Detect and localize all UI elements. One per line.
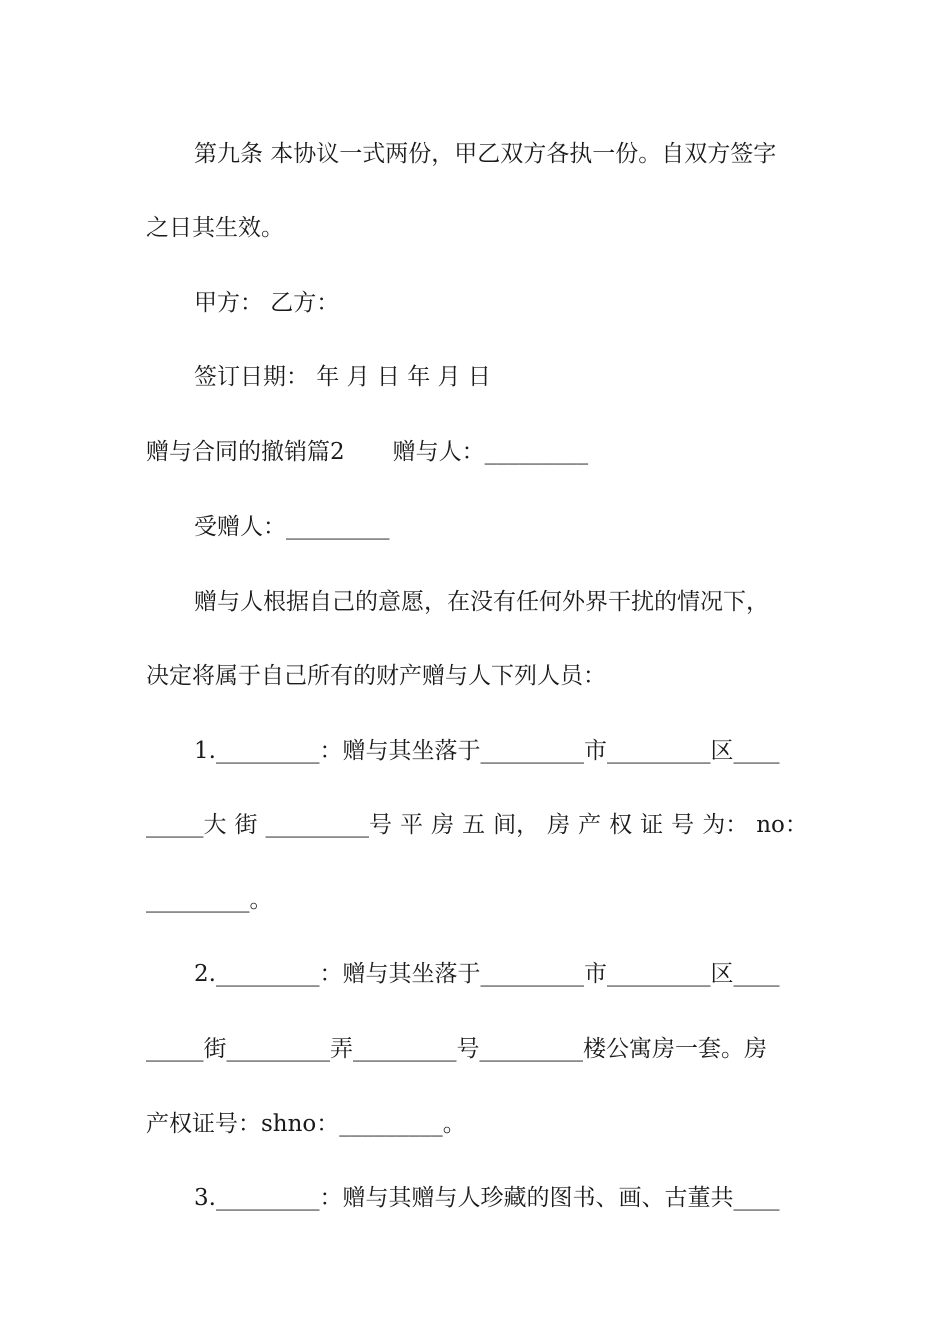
word: 权 — [609, 812, 633, 838]
donee-field: 受赠人：_________ — [194, 514, 390, 540]
item-2-line-3: 产权证号：shno：_________。 — [146, 1111, 466, 1137]
donor-field: 赠与人：_________ — [392, 439, 589, 465]
intent-line-1: 赠与人根据自己的意愿，在没有任何外界干扰的情况下， — [194, 589, 769, 615]
word: 平 — [400, 812, 424, 838]
section-2-heading-line — [146, 437, 808, 467]
item-3-line-1: 3._________：赠与其赠与人珍藏的图书、画、古董共____ — [194, 1185, 780, 1211]
word: 街 — [234, 812, 258, 838]
item-1-line-2 — [146, 810, 808, 840]
word: 间， — [493, 812, 540, 838]
item-2-line-1: 2._________：赠与其坐落于_________市_________区____ — [194, 961, 780, 987]
item-2-line-2: _____街_________弄_________号_________楼公寓房一套。房 — [146, 1036, 767, 1062]
signing-date-line: 签订日期： 年 月 日 年 月 日 — [194, 364, 491, 390]
word: 产 — [578, 812, 602, 838]
word: _____大 — [146, 812, 227, 838]
intent-line-2: 决定将属于自己所有的财产赠与人下列人员： — [146, 663, 606, 689]
item-1-line-1: 1._________：赠与其坐落于_________市_________区____ — [194, 738, 780, 764]
word: 房 — [431, 812, 455, 838]
section-title: 赠与合同的撤销篇2 — [146, 439, 345, 465]
clause-9-line-1: 第九条 本协议一式两份，甲乙双方各执一份。自双方签字 — [194, 141, 777, 167]
party-signature-line: 甲方： 乙方： — [194, 290, 340, 316]
item-1-line-3: _________。 — [146, 887, 273, 913]
clause-9-line-2: 之日其生效。 — [146, 215, 284, 241]
word: 证 — [640, 812, 664, 838]
word: 号 — [671, 812, 695, 838]
word: 五 — [462, 812, 486, 838]
word: 房 — [547, 812, 571, 838]
word: no： — [756, 812, 808, 838]
word: _________号 — [265, 812, 393, 838]
word: 为： — [702, 812, 749, 838]
